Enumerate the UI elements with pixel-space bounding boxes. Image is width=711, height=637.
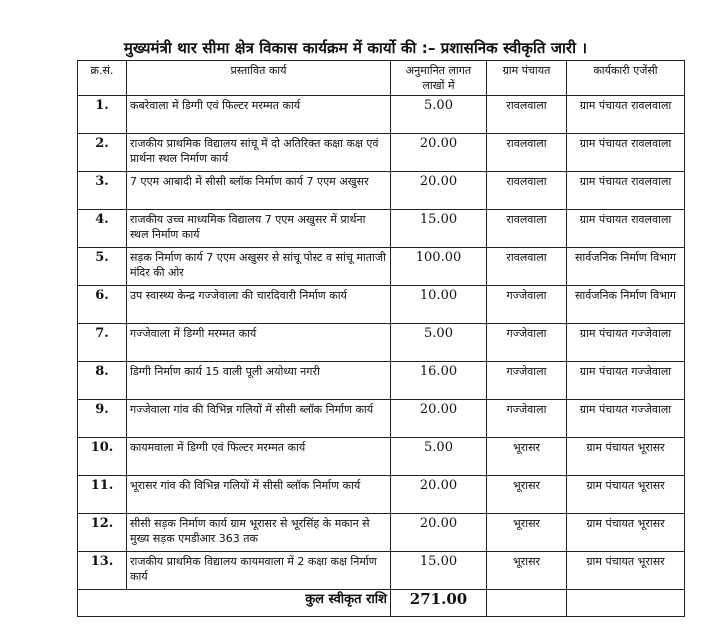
serial-number-cell: 3. <box>78 172 127 210</box>
table-row <box>78 286 685 324</box>
estimated-cost-cell: 5.00 <box>391 438 487 476</box>
header-proposed-work: प्रस्तावित कार्य <box>127 61 391 96</box>
serial-number-cell: 9. <box>78 400 127 438</box>
gram-panchayat-cell: रावलवाला <box>487 134 567 172</box>
executing-agency-cell: ग्राम पंचायत रावलवाला <box>567 172 685 210</box>
estimated-cost-cell: 15.00 <box>391 210 487 248</box>
executing-agency-cell: ग्राम पंचायत भूरासर <box>567 552 685 590</box>
table-row <box>78 210 685 248</box>
table-row <box>78 400 685 438</box>
serial-number-cell: 6. <box>78 286 127 324</box>
proposed-work-cell: राजकीय प्राथमिक विद्यालय सांचू में दो अतिरिक्त कक्षा कक्ष एवं प्रार्थना स्थल निर्माण कार्य <box>127 134 391 172</box>
serial-number-cell: 5. <box>78 248 127 286</box>
executing-agency-cell: ग्राम पंचायत गज्जेवाला <box>567 324 685 362</box>
executing-agency-cell: सार्वजनिक निर्माण विभाग <box>567 248 685 286</box>
executing-agency-cell: ग्राम पंचायत गज्जेवाला <box>567 400 685 438</box>
estimated-cost-cell: 20.00 <box>391 172 487 210</box>
estimated-cost-cell: 20.00 <box>391 400 487 438</box>
serial-number-cell: 2. <box>78 134 127 172</box>
proposed-work-cell: गज्जेवाला में डिग्गी मरम्मत कार्य <box>127 324 391 362</box>
executing-agency-cell: ग्राम पंचायत भूरासर <box>567 476 685 514</box>
estimated-cost-cell: 20.00 <box>391 514 487 552</box>
table-header-row <box>78 61 685 96</box>
serial-number-cell: 7. <box>78 324 127 362</box>
proposed-work-cell: कायमवाला में डिग्गी एवं फिल्टर मरम्मत कार्य <box>127 438 391 476</box>
serial-number-cell: 1. <box>78 96 127 134</box>
proposed-work-cell: गज्जेवाला गांव की विभिन्न गलियों में सीसी ब्लॉक निर्माण कार्य <box>127 400 391 438</box>
proposed-work-cell: डिग्गी निर्माण कार्य 15 वाली पूली अयोध्या नगरी <box>127 362 391 400</box>
executing-agency-cell: सार्वजनिक निर्माण विभाग <box>567 286 685 324</box>
gram-panchayat-cell: गज्जेवाला <box>487 362 567 400</box>
table-row <box>78 96 685 134</box>
proposed-work-cell: उप स्वास्थ्य केन्द्र गज्जेवाला की चारदिवारी निर्माण कार्य <box>127 286 391 324</box>
estimated-cost-cell: 10.00 <box>391 286 487 324</box>
estimated-cost-cell: 15.00 <box>391 552 487 590</box>
proposed-work-cell: राजकीय उच्च माध्यमिक विद्यालय 7 एएम अखुसर में प्रार्थना स्थल निर्माण कार्य <box>127 210 391 248</box>
gram-panchayat-cell: रावलवाला <box>487 96 567 134</box>
serial-number-cell: 13. <box>78 552 127 590</box>
serial-number-cell: 12. <box>78 514 127 552</box>
table-row <box>78 172 685 210</box>
gram-panchayat-cell: भूरासर <box>487 552 567 590</box>
executing-agency-cell: ग्राम पंचायत रावलवाला <box>567 134 685 172</box>
executing-agency-cell: ग्राम पंचायत भूरासर <box>567 438 685 476</box>
gram-panchayat-cell: रावलवाला <box>487 210 567 248</box>
gram-panchayat-cell: गज्जेवाला <box>487 324 567 362</box>
serial-number-cell: 10. <box>78 438 127 476</box>
header-serial-number: क्र.सं. <box>78 61 127 96</box>
proposed-work-cell: कबरेवाला में डिग्गी एवं फिल्टर मरम्मत कार्य <box>127 96 391 134</box>
total-value: 271.00 <box>391 590 487 617</box>
table-row <box>78 438 685 476</box>
proposed-work-cell: सड़क निर्माण कार्य 7 एएम अखुसर से सांचू पोस्ट व सांचू माताजी मंदिर की ओर <box>127 248 391 286</box>
gram-panchayat-cell: भूरासर <box>487 438 567 476</box>
serial-number-cell: 8. <box>78 362 127 400</box>
table-row <box>78 552 685 590</box>
estimated-cost-cell: 5.00 <box>391 324 487 362</box>
gram-panchayat-cell: भूरासर <box>487 514 567 552</box>
table-row <box>78 476 685 514</box>
gram-panchayat-cell: गज्जेवाला <box>487 400 567 438</box>
total-empty-cell <box>487 590 567 617</box>
header-gram-panchayat: ग्राम पंचायत <box>487 61 567 96</box>
serial-number-cell: 4. <box>78 210 127 248</box>
estimated-cost-cell: 20.00 <box>391 134 487 172</box>
estimated-cost-cell: 20.00 <box>391 476 487 514</box>
executing-agency-cell: ग्राम पंचायत भूरासर <box>567 514 685 552</box>
proposed-work-cell: राजकीय प्राथमिक विद्यालय कायमवाला में 2 कक्षा कक्ष निर्माण कार्य <box>127 552 391 590</box>
works-table <box>77 60 685 617</box>
document-title: मुख्यमंत्री थार सीमा क्षेत्र विकास कार्यक्रम में कार्यो की :– प्रशासनिक स्वीकृति जारी । <box>123 39 588 57</box>
estimated-cost-cell: 100.00 <box>391 248 487 286</box>
serial-number-cell: 11. <box>78 476 127 514</box>
total-row <box>78 590 685 617</box>
total-empty-cell <box>567 590 685 617</box>
executing-agency-cell: ग्राम पंचायत गज्जेवाला <box>567 362 685 400</box>
header-estimated-cost: अनुमानित लागत लाखों में <box>391 61 487 96</box>
header-executing-agency: कार्यकारी एजेंसी <box>567 61 685 96</box>
table-row <box>78 324 685 362</box>
table-row <box>78 248 685 286</box>
table-row <box>78 362 685 400</box>
proposed-work-cell: भूरासर गांव की विभिन्न गलियों में सीसी ब्लॉक निर्माण कार्य <box>127 476 391 514</box>
gram-panchayat-cell: रावलवाला <box>487 172 567 210</box>
gram-panchayat-cell: भूरासर <box>487 476 567 514</box>
estimated-cost-cell: 5.00 <box>391 96 487 134</box>
proposed-work-cell: सीसी सड़क निर्माण कार्य ग्राम भूरासर से भूरसिंह के मकान से मुख्य सड़क एमडीआर 363 तक <box>127 514 391 552</box>
proposed-work-cell: 7 एएम आबादी में सीसी ब्लॉक निर्माण कार्य 7 एएम अखुसर <box>127 172 391 210</box>
gram-panchayat-cell: रावलवाला <box>487 248 567 286</box>
estimated-cost-cell: 16.00 <box>391 362 487 400</box>
table-body <box>78 96 685 590</box>
gram-panchayat-cell: गज्जेवाला <box>487 286 567 324</box>
executing-agency-cell: ग्राम पंचायत रावलवाला <box>567 96 685 134</box>
total-label: कुल स्वीकृत राशि <box>78 590 391 617</box>
table-row <box>78 134 685 172</box>
executing-agency-cell: ग्राम पंचायत रावलवाला <box>567 210 685 248</box>
table-row <box>78 514 685 552</box>
